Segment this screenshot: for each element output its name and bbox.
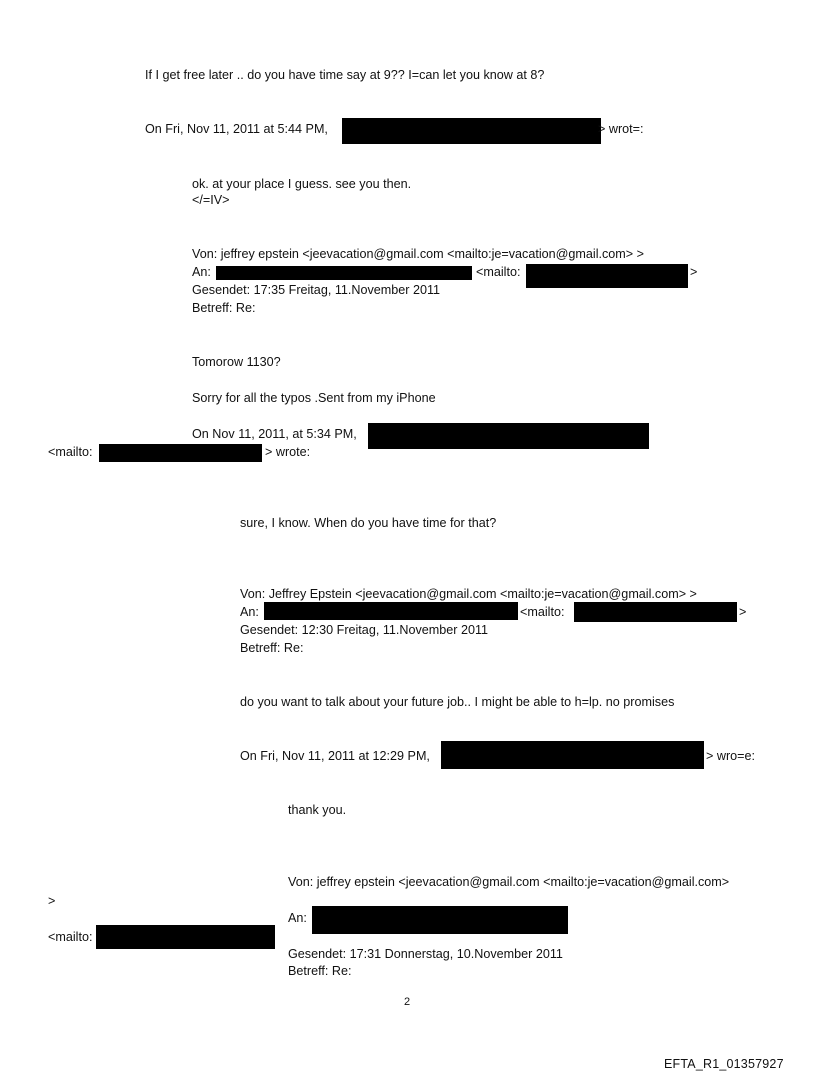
message-line: do you want to talk about your future job.. I might be able to h=lp. no promises bbox=[240, 695, 675, 709]
redaction-block bbox=[368, 423, 649, 449]
email-from-line: Von: jeffrey epstein <jeevacation@gmail.com <mailto:je=vacation@gmail.com> > bbox=[192, 247, 645, 261]
message-line: If I get free later .. do you have time say at 9?? I=can let you know at 8? bbox=[145, 68, 545, 82]
reply-header-mailto: <mailto: bbox=[48, 445, 93, 459]
email-to-label: An: bbox=[288, 911, 307, 925]
message-line: </=IV> bbox=[192, 193, 230, 207]
email-to-mailto: <mailto: bbox=[476, 265, 521, 279]
email-sent-line: Gesendet: 17:35 Freitag, 11.November 2011 bbox=[192, 283, 441, 297]
reply-header-suffix: > wro=e: bbox=[706, 749, 756, 763]
message-line: sure, I know. When do you have time for that? bbox=[240, 516, 497, 530]
reply-header-line: On Fri, Nov 11, 2011 at 5:44 PM, bbox=[145, 122, 328, 136]
redaction-block bbox=[312, 906, 568, 934]
email-from-line: Von: jeffrey epstein <jeevacation@gmail.com <mailto:je=vacation@gmail.com> bbox=[288, 875, 730, 889]
message-line: Tomorow 1130? bbox=[192, 355, 281, 369]
email-sent-line: Gesendet: 12:30 Freitag, 11.November 2011 bbox=[240, 623, 489, 637]
email-to-mailto: <mailto: bbox=[520, 605, 565, 619]
email-from-close: > bbox=[48, 894, 56, 908]
message-line: ok. at your place I guess. see you then. bbox=[192, 177, 412, 191]
email-subject-line: Betreff: Re: bbox=[240, 641, 304, 655]
redaction-block bbox=[342, 118, 601, 144]
message-line: Sorry for all the typos .Sent from my iPhone bbox=[192, 391, 436, 405]
redaction-block bbox=[526, 264, 688, 288]
email-to-label: An: bbox=[240, 605, 259, 619]
email-subject-line: Betreff: Re: bbox=[192, 301, 256, 315]
reply-header-suffix: > wrote: bbox=[265, 445, 311, 459]
reply-header-line: On Fri, Nov 11, 2011 at 12:29 PM, bbox=[240, 749, 430, 763]
document-id-footer: EFTA_R1_01357927 bbox=[664, 1057, 784, 1071]
email-subject-line: Betreff: Re: bbox=[288, 964, 352, 978]
email-from-line: Von: Jeffrey Epstein <jeevacation@gmail.com <mailto:je=vacation@gmail.com> > bbox=[240, 587, 697, 601]
email-to-close: > bbox=[690, 265, 698, 279]
message-line: thank you. bbox=[288, 803, 347, 817]
redaction-block bbox=[264, 602, 518, 620]
email-to-label: An: bbox=[192, 265, 211, 279]
redaction-block bbox=[99, 444, 262, 462]
email-to-mailto: <mailto: bbox=[48, 930, 93, 944]
email-sent-line: Gesendet: 17:31 Donnerstag, 10.November 2011 bbox=[288, 947, 563, 961]
reply-header-line: On Nov 11, 2011, at 5:34 PM, bbox=[192, 427, 357, 441]
page-number: 2 bbox=[404, 996, 411, 1008]
redaction-block bbox=[216, 266, 472, 280]
redaction-block bbox=[441, 741, 704, 769]
reply-header-suffix: > wrot=: bbox=[598, 122, 644, 136]
email-to-close: > bbox=[739, 605, 747, 619]
redaction-block bbox=[96, 925, 275, 949]
redaction-block bbox=[574, 602, 737, 622]
